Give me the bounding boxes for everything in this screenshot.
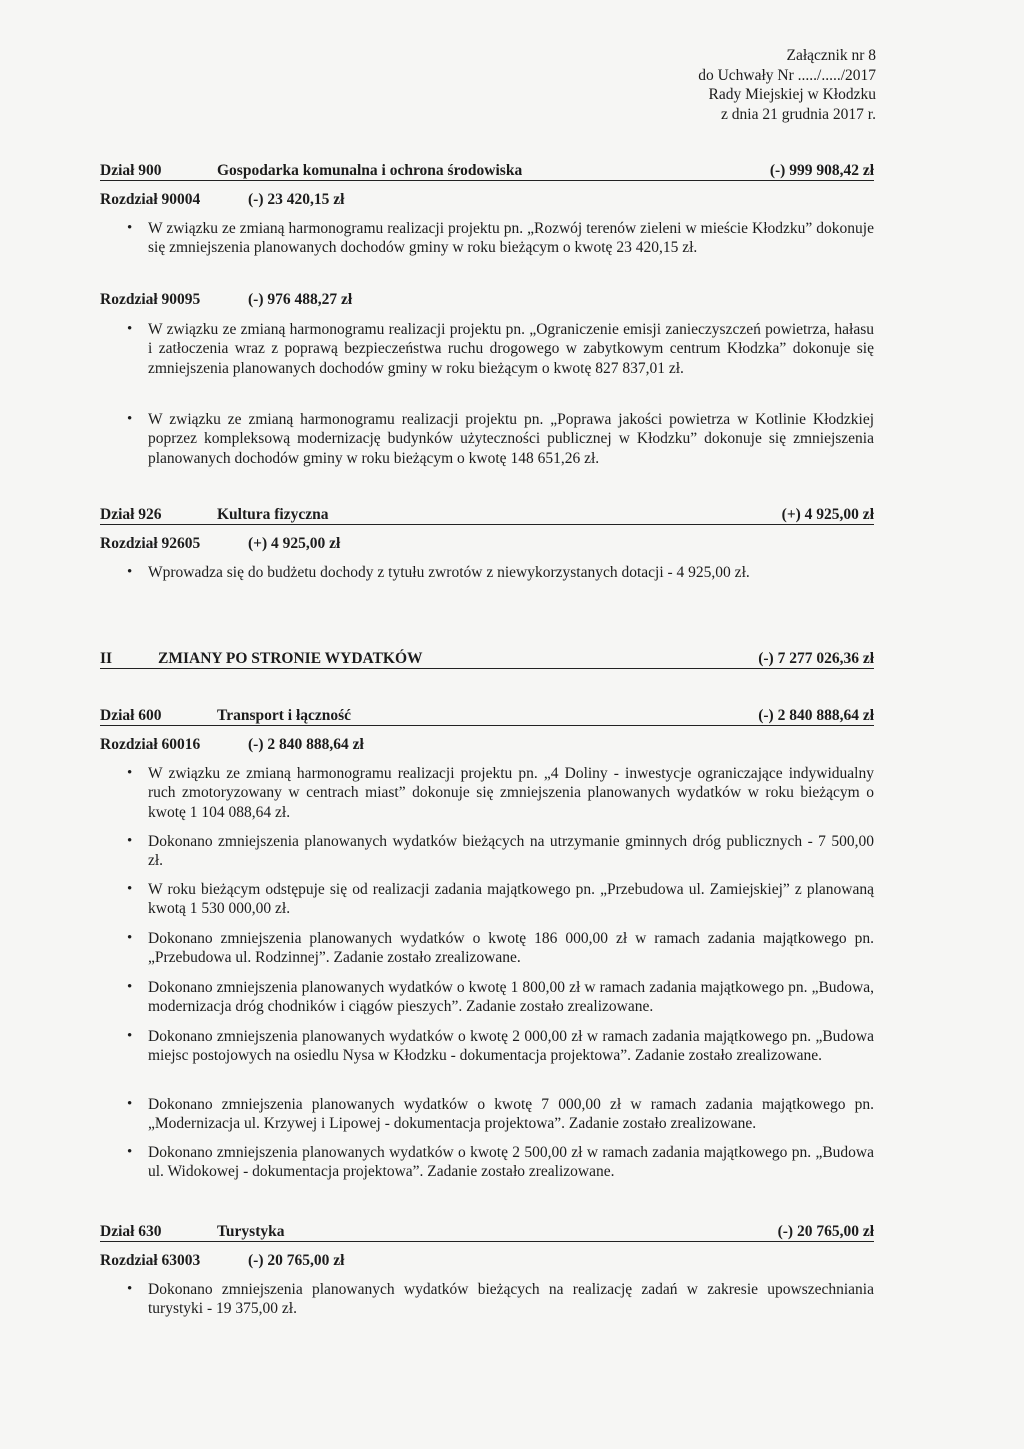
bullet-icon: • (127, 979, 133, 995)
list-item (127, 1095, 874, 1134)
part-code: II (100, 650, 113, 667)
part-name: ZMIANY PO STRONIE WYDATKÓW (158, 650, 423, 667)
item-text: Dokonano zmniejszenia planowanych wydatków o kwotę 7 000,00 zł w ramach zadania majątkowego pn. „Modernizacja ul. Krzywej i Lipowej - dokumentacja projektowa”. Zadanie zostało zrealizowane. (148, 1096, 874, 1133)
subsection-92605 (100, 534, 340, 553)
annex-number: Załącznik nr 8 (786, 47, 876, 64)
section-amount: (-) 999 908,42 zł (769, 162, 874, 179)
annex-date: z dnia 21 grudnia 2017 r. (721, 105, 876, 123)
subsection-amount: (-) 23 420,15 zł (248, 191, 345, 208)
subsection-code: Rozdział 90004 (100, 191, 201, 208)
subsection-90095 (100, 290, 352, 309)
section-name: Kultura fizyczna (217, 506, 329, 523)
bullet-icon: • (127, 1281, 133, 1297)
list-item (127, 219, 874, 258)
section-amount: (-) 2 840 888,64 zł (758, 707, 874, 724)
bullet-icon: • (127, 881, 133, 897)
section-code: Dział 630 (100, 1223, 162, 1240)
bullet-icon: • (127, 321, 133, 337)
item-text: Wprowadza się do budżetu dochody z tytułu zwrotów z niewykorzystanych dotacji - 4 925,00 zł. (148, 564, 750, 581)
annex-council: Rady Miejskiej w Kłodzku (708, 86, 876, 103)
subsection-60016 (100, 735, 364, 754)
section-heading-926 (100, 505, 874, 525)
list-item (127, 832, 874, 871)
section-heading-900 (100, 161, 874, 181)
subsection-code: Rozdział 60016 (100, 736, 201, 753)
bullet-icon: • (127, 564, 133, 580)
list-item (127, 1027, 874, 1066)
list-item (127, 764, 874, 822)
item-text: W związku ze zmianą harmonogramu realizacji projektu pn. „4 Doliny - inwestycje ograniczające indywidualny ruch zmotoryzowany w centrach miast” dokonuje się zmniejszenia planowanych wydatków w roku bieżącym o kwotę 1 104 088,64 zł. (148, 765, 874, 821)
subsection-90004 (100, 190, 344, 209)
subsection-code: Rozdział 90095 (100, 291, 201, 308)
list-item (127, 563, 874, 582)
bullet-icon: • (127, 765, 133, 781)
bullet-icon: • (127, 1144, 133, 1160)
item-text: Dokonano zmniejszenia planowanych wydatków o kwotę 2 000,00 zł w ramach zadania majątkowego pn. „Budowa miejsc postojowych na osiedlu Nysa w Kłodzku - dokumentacja projektowa”. Zadanie zostało zrealizowane. (148, 1028, 874, 1065)
list-item (127, 929, 874, 968)
section-amount: (-) 20 765,00 zł (777, 1223, 874, 1240)
section-name: Gospodarka komunalna i ochrona środowiska (217, 162, 523, 179)
item-text: W związku ze zmianą harmonogramu realizacji projektu pn. „Poprawa jakości powietrza w Kotlinie Kłodzkiej poprzez kompleksową modernizację budynków użyteczności publicznej w Kłodzku” dokonuje się zmniejszenia planowanych dochodów gminy w roku bieżącym o kwotę 148 651,26 zł. (148, 411, 874, 467)
section-heading-630 (100, 1222, 874, 1242)
annex-header (698, 46, 876, 124)
list-item (127, 410, 874, 468)
subsection-code: Rozdział 92605 (100, 535, 201, 552)
item-text: W związku ze zmianą harmonogramu realizacji projektu pn. „Ograniczenie emisji zanieczyszczeń powietrza, hałasu i zatłoczenia wraz z poprawą bezpieczeństwa ruchu drogowego w zabytkowym centrum Kłodzka” dokonuje się zmniejszenia planowanych dochodów gminy w roku bieżącym o kwotę 827 837,01 zł. (148, 321, 874, 377)
annex-resolution: do Uchwały Nr ...../...../2017 (698, 66, 876, 84)
list-item (127, 1280, 874, 1319)
item-text: Dokonano zmniejszenia planowanych wydatków bieżących na realizację zadań w zakresie upowszechniania turystyki - 19 375,00 zł. (148, 1281, 874, 1318)
subsection-code: Rozdział 63003 (100, 1252, 201, 1269)
bullet-icon: • (127, 220, 133, 236)
part-heading-ii (100, 649, 874, 669)
subsection-63003 (100, 1251, 344, 1270)
subsection-amount: (+) 4 925,00 zł (248, 535, 341, 552)
section-code: Dział 900 (100, 162, 162, 179)
bullet-icon: • (127, 833, 133, 849)
section-amount: (+) 4 925,00 zł (781, 506, 874, 523)
section-code: Dział 600 (100, 707, 162, 724)
section-name: Turystyka (217, 1223, 285, 1240)
list-item (127, 880, 874, 919)
subsection-amount: (-) 20 765,00 zł (248, 1252, 345, 1269)
item-text: Dokonano zmniejszenia planowanych wydatków o kwotę 1 800,00 zł w ramach zadania majątkowego pn. „Budowa, modernizacja dróg chodników i ciągów pieszych”. Zadanie zostało zrealizowane. (148, 979, 874, 1016)
list-item (127, 1143, 874, 1182)
subsection-amount: (-) 976 488,27 zł (248, 291, 353, 308)
section-heading-600 (100, 706, 874, 726)
part-amount: (-) 7 277 026,36 zł (758, 650, 874, 667)
item-text: Dokonano zmniejszenia planowanych wydatków bieżących na utrzymanie gminnych dróg publicznych - 7 500,00 zł. (148, 833, 874, 870)
list-item (127, 320, 874, 378)
list-item (127, 978, 874, 1017)
item-text: Dokonano zmniejszenia planowanych wydatków o kwotę 2 500,00 zł w ramach zadania majątkowego pn. „Budowa ul. Widokowej - dokumentacja projektowa”. Zadanie zostało zrealizowane. (148, 1144, 874, 1181)
section-code: Dział 926 (100, 506, 162, 523)
item-text: W związku ze zmianą harmonogramu realizacji projektu pn. „Rozwój terenów zieleni w mieście Kłodzku” dokonuje się zmniejszenia planowanych dochodów gminy w roku bieżącym o kwotę 23 420,15 zł. (148, 220, 874, 257)
item-text: W roku bieżącym odstępuje się od realizacji zadania majątkowego pn. „Przebudowa ul. Zamiejskiej” z planowaną kwotą 1 530 000,00 zł. (148, 881, 874, 918)
subsection-amount: (-) 2 840 888,64 zł (248, 736, 364, 753)
bullet-icon: • (127, 411, 133, 427)
bullet-icon: • (127, 930, 133, 946)
bullet-icon: • (127, 1028, 133, 1044)
bullet-icon: • (127, 1096, 133, 1112)
section-name: Transport i łączność (217, 707, 352, 724)
item-text: Dokonano zmniejszenia planowanych wydatków o kwotę 186 000,00 zł w ramach zadania majątkowego pn. „Przebudowa ul. Rodzinnej”. Zadanie zostało zrealizowane. (148, 930, 874, 967)
